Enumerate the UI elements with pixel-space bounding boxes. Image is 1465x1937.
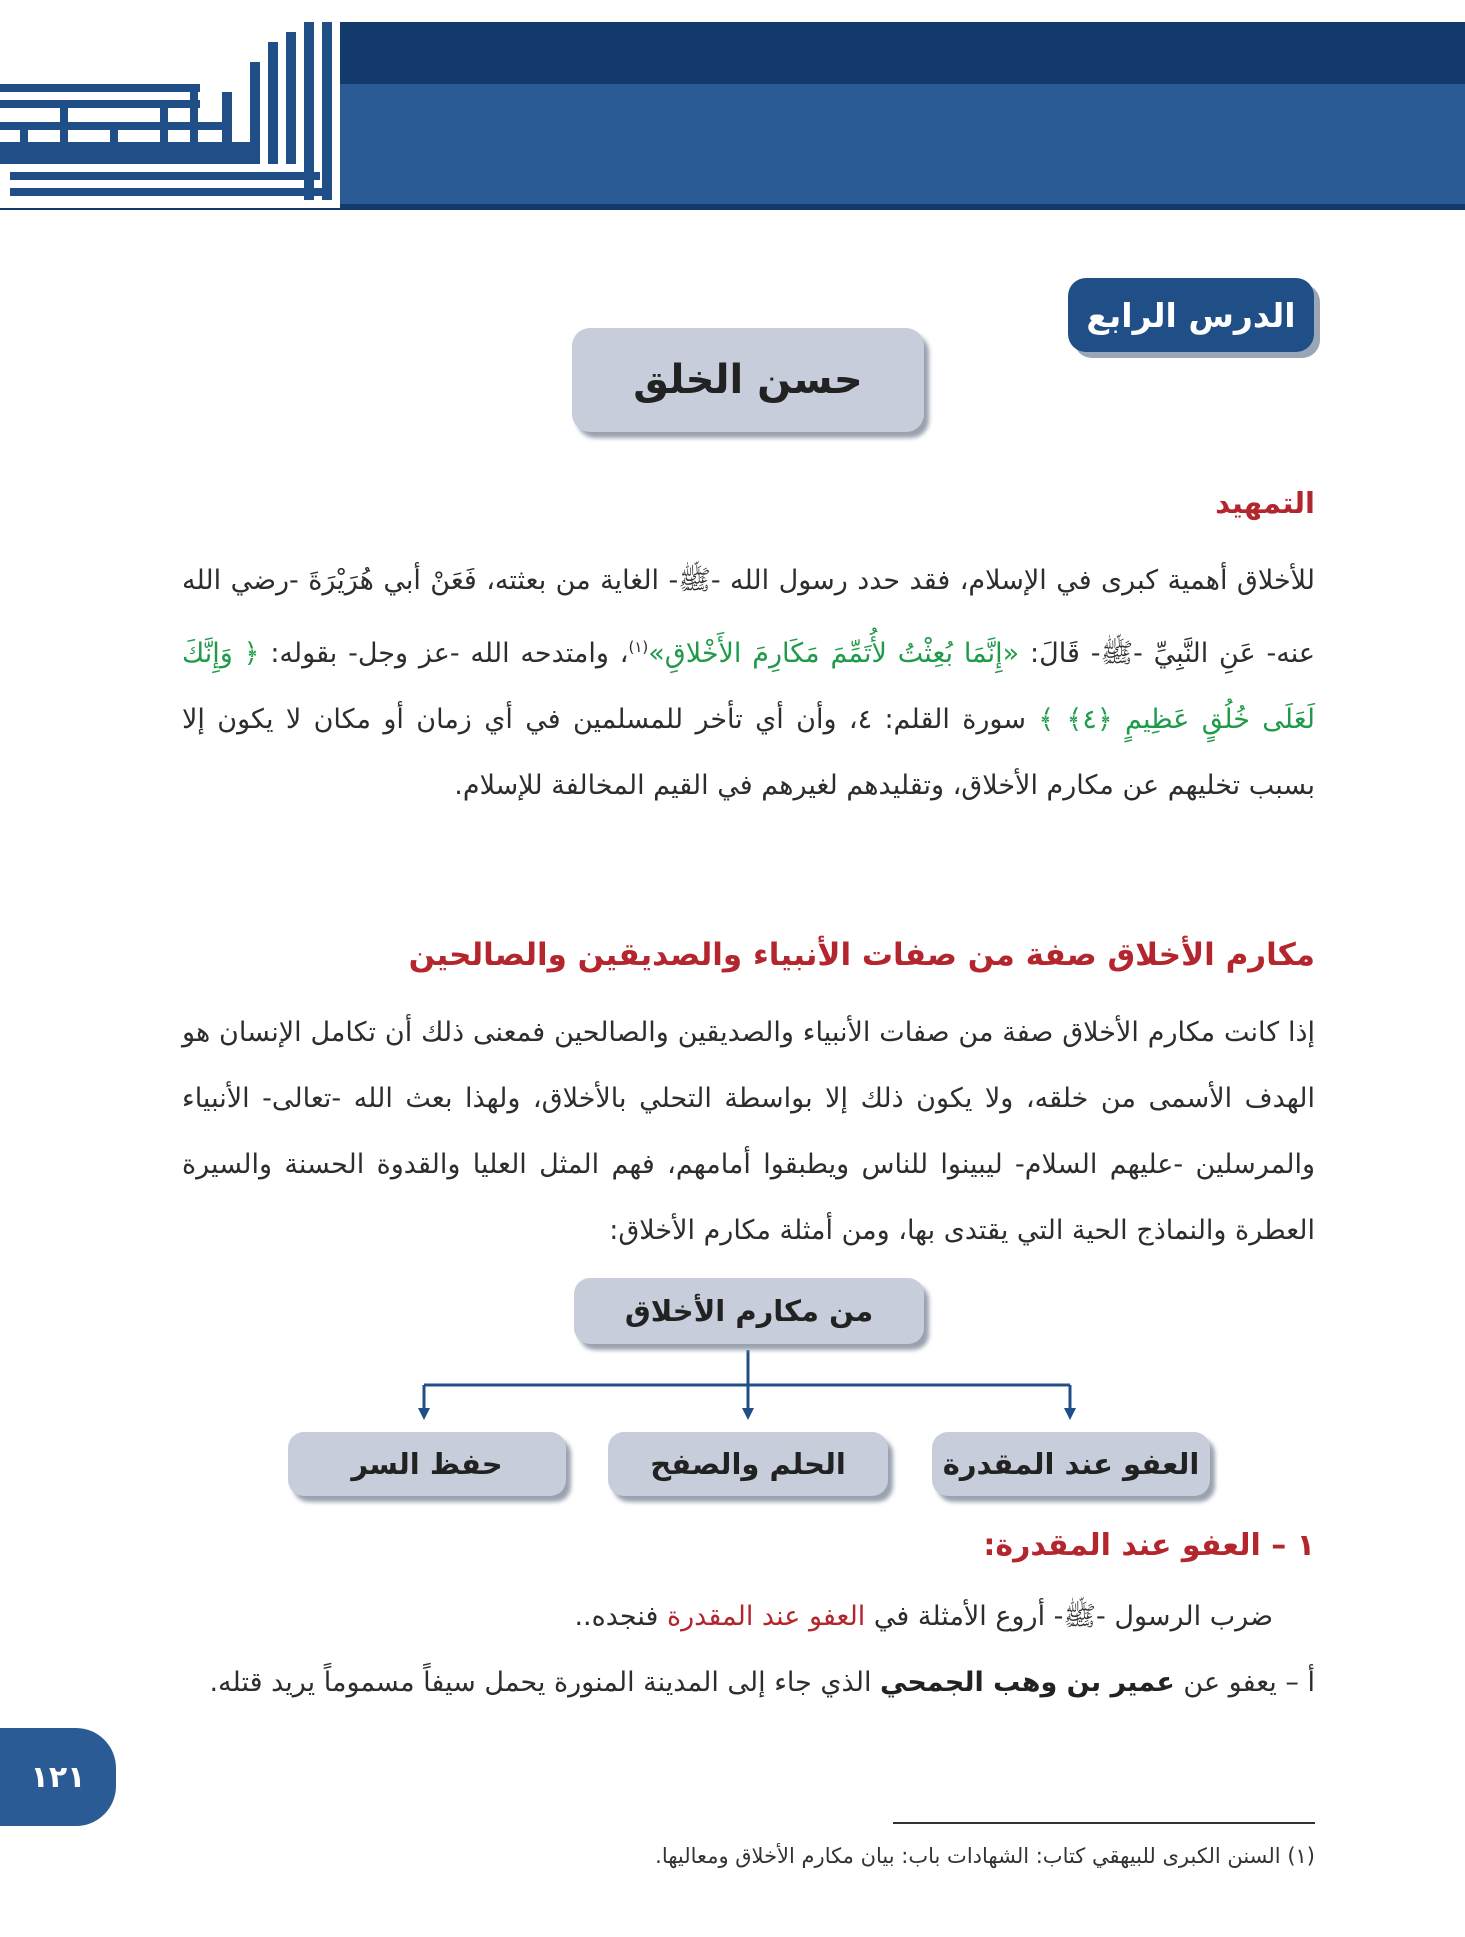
diagram-item-pardon: العفو عند المقدرة <box>932 1432 1210 1496</box>
page-number: ١٢١ <box>0 1728 116 1826</box>
diagram-item-secret-keeping: حفظ السر <box>288 1432 566 1496</box>
intro-text-1: للأخلاق أهمية كبرى في الإسلام، فقد حدد رسول الله -ﷺ- الغاية من بعثته، فَعَنْ أبي هُرَيْرَةَ -رضي الله عنه- عَنِ النَّبِيِّ -ﷺ- قَالَ: <box>182 565 1316 669</box>
diagram-root-box: من مكارم الأخلاق <box>574 1278 924 1344</box>
section3-heading: ١ – العفو عند المقدرة: <box>983 1528 1315 1563</box>
section3-paragraph-1: ضرب الرسول -ﷺ- أروع الأمثلة في العفو عند المقدرة فنجده.. <box>574 1601 1273 1632</box>
intro-paragraph <box>182 548 1315 819</box>
header-band-dark <box>340 22 1465 84</box>
section2-heading: مكارم الأخلاق صفة من صفات الأنبياء والصديقين والصالحين <box>408 937 1315 973</box>
footnote: (١) السنن الكبرى للبيهقي كتاب: الشهادات باب: بيان مكارم الأخلاق ومعاليها. <box>655 1844 1315 1868</box>
lesson-number-label: الدرس الرابع <box>1068 278 1314 352</box>
intro-text-2: ، وامتدحه الله -عز وجل- بقوله: <box>259 638 629 669</box>
diagram-item-forbearance: الحلم والصفح <box>608 1432 888 1496</box>
quran-verse: ﴿ وَإِنَّكَ لَعَلَى خُلُقٍ عَظِيمٍ ﴿٤﴾ ﴾ <box>182 638 1315 735</box>
intro-text-3: سورة القلم: ٤، وأن أي تأخر للمسلمين في أي زمان أو مكان لا يكون إلا بسبب تخليهم عن مكارم الأخلاق، وتقليدهم لغيرهم في القيم المخالفة للإسلام. <box>182 704 1315 801</box>
intro-heading: التمهيد <box>1215 486 1315 520</box>
footnote-ref: (١) <box>628 638 649 656</box>
lesson-title: حسن الخلق <box>572 328 924 432</box>
header-band-light <box>340 84 1465 208</box>
section2-paragraph: إذا كانت مكارم الأخلاق صفة من صفات الأنبياء والصديقين والصالحين فمعنى ذلك أن تكامل الإنسان هو الهدف الأسمى من خلقه، ولا يكون ذلك إلا بواسطة التحلي بالأخلاق، ولهذا بعث الله -تعالى- الأنبياء والمرسلين -عليهم السلام- ليبينوا للناس ويطبقوا أمامهم، فهم المثل العليا والقدوة الحسنة والسيرة العطرة والنماذج الحية التي يقتدى بها، ومن أمثلة مكارم الأخلاق: <box>182 1017 1315 1246</box>
section3-paragraph-2: أ – يعفو عن عمير بن وهب الجمحي الذي جاء إلى المدينة المنورة يحمل سيفاً مسموماً يريد قتله. <box>209 1667 1315 1698</box>
highlight-pardon: العفو عند المقدرة <box>667 1601 866 1632</box>
footnote-divider <box>893 1822 1315 1824</box>
kufic-logo-icon <box>0 22 340 208</box>
hadith-quote: «إِنَّمَا بُعِثْتُ لأُتَمِّمَ مَكَارِمَ الأَخْلاقِ» <box>648 638 1020 669</box>
logo <box>0 22 340 208</box>
highlight-name: عمير بن وهب الجمحي <box>880 1667 1175 1698</box>
